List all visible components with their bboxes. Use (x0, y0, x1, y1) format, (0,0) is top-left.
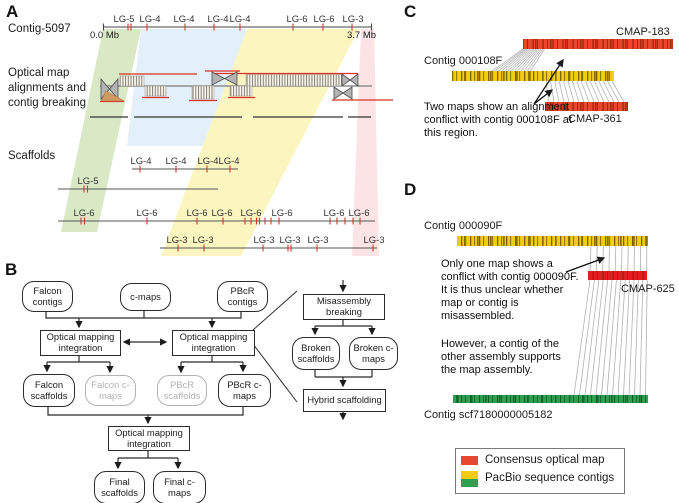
scaffold-mark: LG-3 (192, 235, 214, 246)
node-optical-mapping-integration-right: Optical mapping integration (172, 330, 255, 356)
node-final-scaffolds: Final scaffolds (94, 471, 145, 503)
node-broken-c-maps: Broken c-maps (349, 337, 398, 370)
node-falcon-scaffolds: Falcon scaffolds (23, 374, 75, 407)
scaffold-mark: LG-4 (130, 156, 152, 167)
scaffold-mark: LG-3 (279, 235, 301, 246)
ruler-mark: LG-4 (173, 14, 195, 25)
cmap-361-label: CMAP-361 (568, 113, 622, 125)
ruler-mark: LG-4 (207, 14, 229, 25)
contig-000108F-label: Contig 000108F (424, 55, 503, 67)
panelD-support-annotation: However, a contig of the other assembly supports the map assembly. (441, 338, 561, 376)
legend-label-optical-map: Consensus optical map (485, 454, 605, 466)
node-broken-scaffolds: Broken scaffolds (292, 337, 340, 370)
scaffold-mark: LG-4 (197, 156, 219, 167)
node-c-maps: c-maps (120, 283, 171, 311)
node-falcon-c-maps: Falcon c-maps (85, 375, 136, 406)
scaffold-mark: LG-3 (363, 235, 385, 246)
ruler-start-coord: 0.0 Mb (90, 30, 120, 41)
contig-scf7180000005182-label: Contig scf7180000005182 (424, 409, 553, 421)
ruler-mark: LG-6 (286, 14, 308, 25)
panel-d-label: D (404, 180, 417, 199)
contig-000090F-label: Contig 000090F (424, 220, 503, 232)
synteny-bands (61, 29, 379, 256)
cmap-625-label: CMAP-625 (621, 283, 675, 295)
cmap-183-label: CMAP-183 (616, 26, 670, 38)
scaffold-mark: LG-6 (211, 208, 233, 219)
node-pbcr-scaffolds: PBcR scaffolds (157, 375, 207, 406)
contig-5097-label: Contig-5097 (8, 23, 71, 35)
legend-label-pacbio: PacBio sequence contigs (485, 472, 615, 484)
ruler-mark: LG-4 (229, 14, 251, 25)
legend-swatch-pacbio-yellow (461, 471, 478, 479)
panel-a-label: A (6, 2, 19, 21)
node-falcon-contigs: Falcon contigs (22, 281, 73, 312)
node-optical-mapping-integration-final: Optical mapping integration (108, 426, 190, 451)
node-pbcr-contigs: PBcR contigs (217, 281, 268, 312)
node-misassembly-breaking: Misassembly breaking (303, 294, 385, 320)
scaffold-mark: LG-6 (73, 208, 95, 219)
scaffold-mark: LG-6 (136, 208, 158, 219)
panelD-alignment-lines (574, 246, 647, 395)
panelC-annotation: Two maps show an alignment conflict with contig 000108F at this region. (424, 101, 572, 139)
scaffold-mark: LG-6 (323, 208, 345, 219)
scaffold-mark: LG-6 (271, 208, 293, 219)
node-hybrid-scaffolding: Hybrid scaffolding (303, 389, 386, 412)
ruler-mark: LG-5 (113, 14, 135, 25)
legend-swatch-optical-map (461, 456, 478, 465)
scaffold-mark: LG-4 (165, 156, 187, 167)
scaffold-mark: LG-6 (348, 208, 370, 219)
scaffold-mark: LG-5 (77, 176, 99, 187)
node-optical-mapping-integration-left: Optical mapping integration (40, 330, 121, 356)
panel-c-label: C (404, 2, 417, 21)
scaffold-mark: LG-6 (186, 208, 208, 219)
node-pbcr-c-maps: PBcR c-maps (218, 374, 271, 407)
node-final-c-maps: Final c-maps (153, 471, 206, 503)
ruler-end-coord: 3.7 Mb (347, 30, 377, 41)
scaffolds-row-label: Scaffolds (8, 150, 56, 162)
scaffold-mark: LG-3 (307, 235, 329, 246)
scaffold-mark: LG-3 (253, 235, 275, 246)
alignments-row-label: Optical map alignments and contig breaking (8, 67, 86, 109)
legend-swatch-pacbio-green (461, 479, 478, 487)
ruler-mark: LG-3 (342, 14, 364, 25)
panelD-conflict-annotation: Only one map shows a conflict with contig 000090F. It is thus unclear whether map or contig is misassembled. (441, 258, 579, 322)
scaffold-mark: LG-4 (218, 156, 240, 167)
scaffold-mark: LG-6 (240, 208, 262, 219)
scaffold-mark: LG-3 (166, 235, 188, 246)
ruler-mark: LG-6 (313, 14, 335, 25)
ruler-mark: LG-4 (139, 14, 161, 25)
panel-b-label: B (5, 260, 18, 279)
